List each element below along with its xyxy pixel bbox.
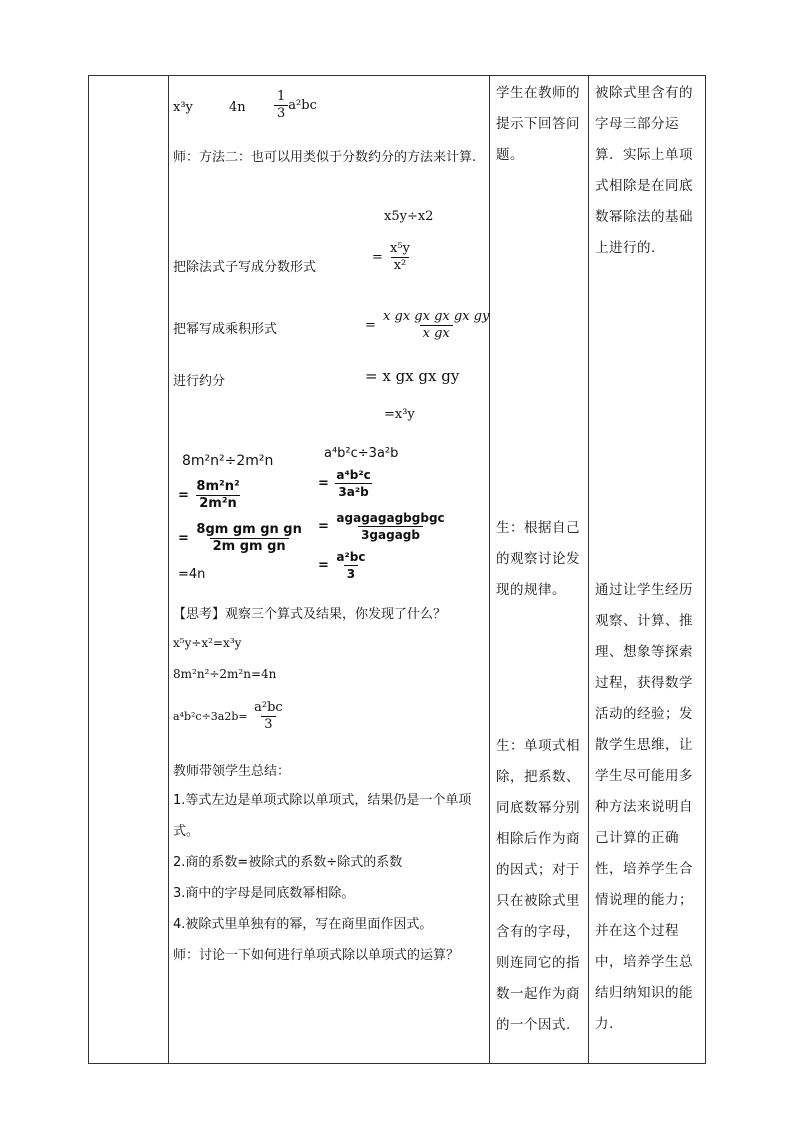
example2-expression: 8m²n²÷2m²n <box>182 453 274 469</box>
column-divider-1 <box>168 76 169 1063</box>
example3-step3: = $\frac{\text{a²bc}}{3}$ <box>318 550 366 581</box>
student-activity-2: 生：根据自己的观察讨论发现的规律。 <box>496 520 580 598</box>
summary-point-3: 3.商中的字母是同底数幂相除。 <box>173 886 355 901</box>
example2-step1: = $\frac{\text{8m²n²}}{\text{2m²n}}$ <box>178 479 240 511</box>
think-line2: 8m²n²÷2m²n=4n <box>173 667 277 681</box>
step2-label: 把幂写成乘积形式 <box>173 322 278 337</box>
example3-step1: = $\frac{\text{a⁴b²c}}{\text{3a²b}}$ <box>318 468 371 499</box>
step3-label: 进行约分 <box>173 374 226 389</box>
summary-intro: 教师带领学生总结： <box>173 764 291 779</box>
think-title: 【思考】观察三个算式及结果，你发现了什么？ <box>173 607 447 622</box>
x3y-text: x³y <box>173 100 193 115</box>
step3-expression: = x gx gx gy <box>365 367 460 385</box>
example2-result: =4n <box>178 567 206 582</box>
method2-intro: 师：方法二：也可以用类似于分数约分的方法来计算. <box>173 150 477 165</box>
think-line3: a⁴b²c÷3a2b= $\frac{\text{a²bc}}{3}$ <box>173 700 283 732</box>
summary-point-4: 4.被除式里单独有的幂，写在商里面作因式。 <box>173 917 433 932</box>
example3-expression: a⁴b²c÷3a²b <box>324 446 399 461</box>
4n-text: 4n <box>229 100 246 115</box>
example2-step2: = $\frac{\text{8gm gm gn gn}}{\text{2m gm gn}}$ <box>178 522 302 554</box>
design-intent-2: 通过让学生经历观察、计算、推理、想象等探索过程，获得数学活动的经验；发散学生思维，让学生尽可能用多种方法来说明自己计算的正确性，培养学生合情说理的能力；并在这个过程中，培养学生总结归纳知识的能力. <box>595 582 693 1032</box>
method2-expression: x5y÷x2 <box>384 209 434 224</box>
example3-step2: = $\frac{\text{agagagagbgbgc}}{\text{3gagagb}}$ <box>318 511 445 542</box>
summary-point-2: 2.商的系数=被除式的系数÷除式的系数 <box>173 855 403 870</box>
step3-result: =x³y <box>384 407 415 422</box>
design-intent-1: 被除式里含有的字母三部分运算．实际上单项式相除是在同底数幂除法的基础上进行的. <box>595 85 693 256</box>
column-divider-3 <box>588 76 589 1063</box>
summary-point-1: 1.等式左边是单项式除以单项式，结果仍是一个单项式。 <box>173 793 472 839</box>
step1-label: 把除法式子写成分数形式 <box>173 260 317 275</box>
summary-point-5: 师：讨论一下如何进行单项式除以单项式的运算？ <box>173 948 460 963</box>
student-activity-1: 学生在教师的提示下回答问题。 <box>496 85 580 163</box>
step1-fraction: = $\frac{\text{x⁵y}}{\text{x²}}$ <box>372 241 410 273</box>
step2-fraction: = $\frac{\text{x gx gx gx gx gy}}{\text{x gx}}$ <box>365 309 490 341</box>
student-activity-3: 生：单项式相除，把系数、同底数幂分别相除后作为商的因式；对于只在被除式里含有的字母，则连同它的指数一起作为商的一个因式. <box>496 738 580 1033</box>
one-third-a2bc: $\frac{1}{3}$ a²bc <box>274 89 317 122</box>
column-divider-2 <box>489 76 490 1063</box>
think-line1: x⁵y÷x²=x³y <box>173 636 242 650</box>
